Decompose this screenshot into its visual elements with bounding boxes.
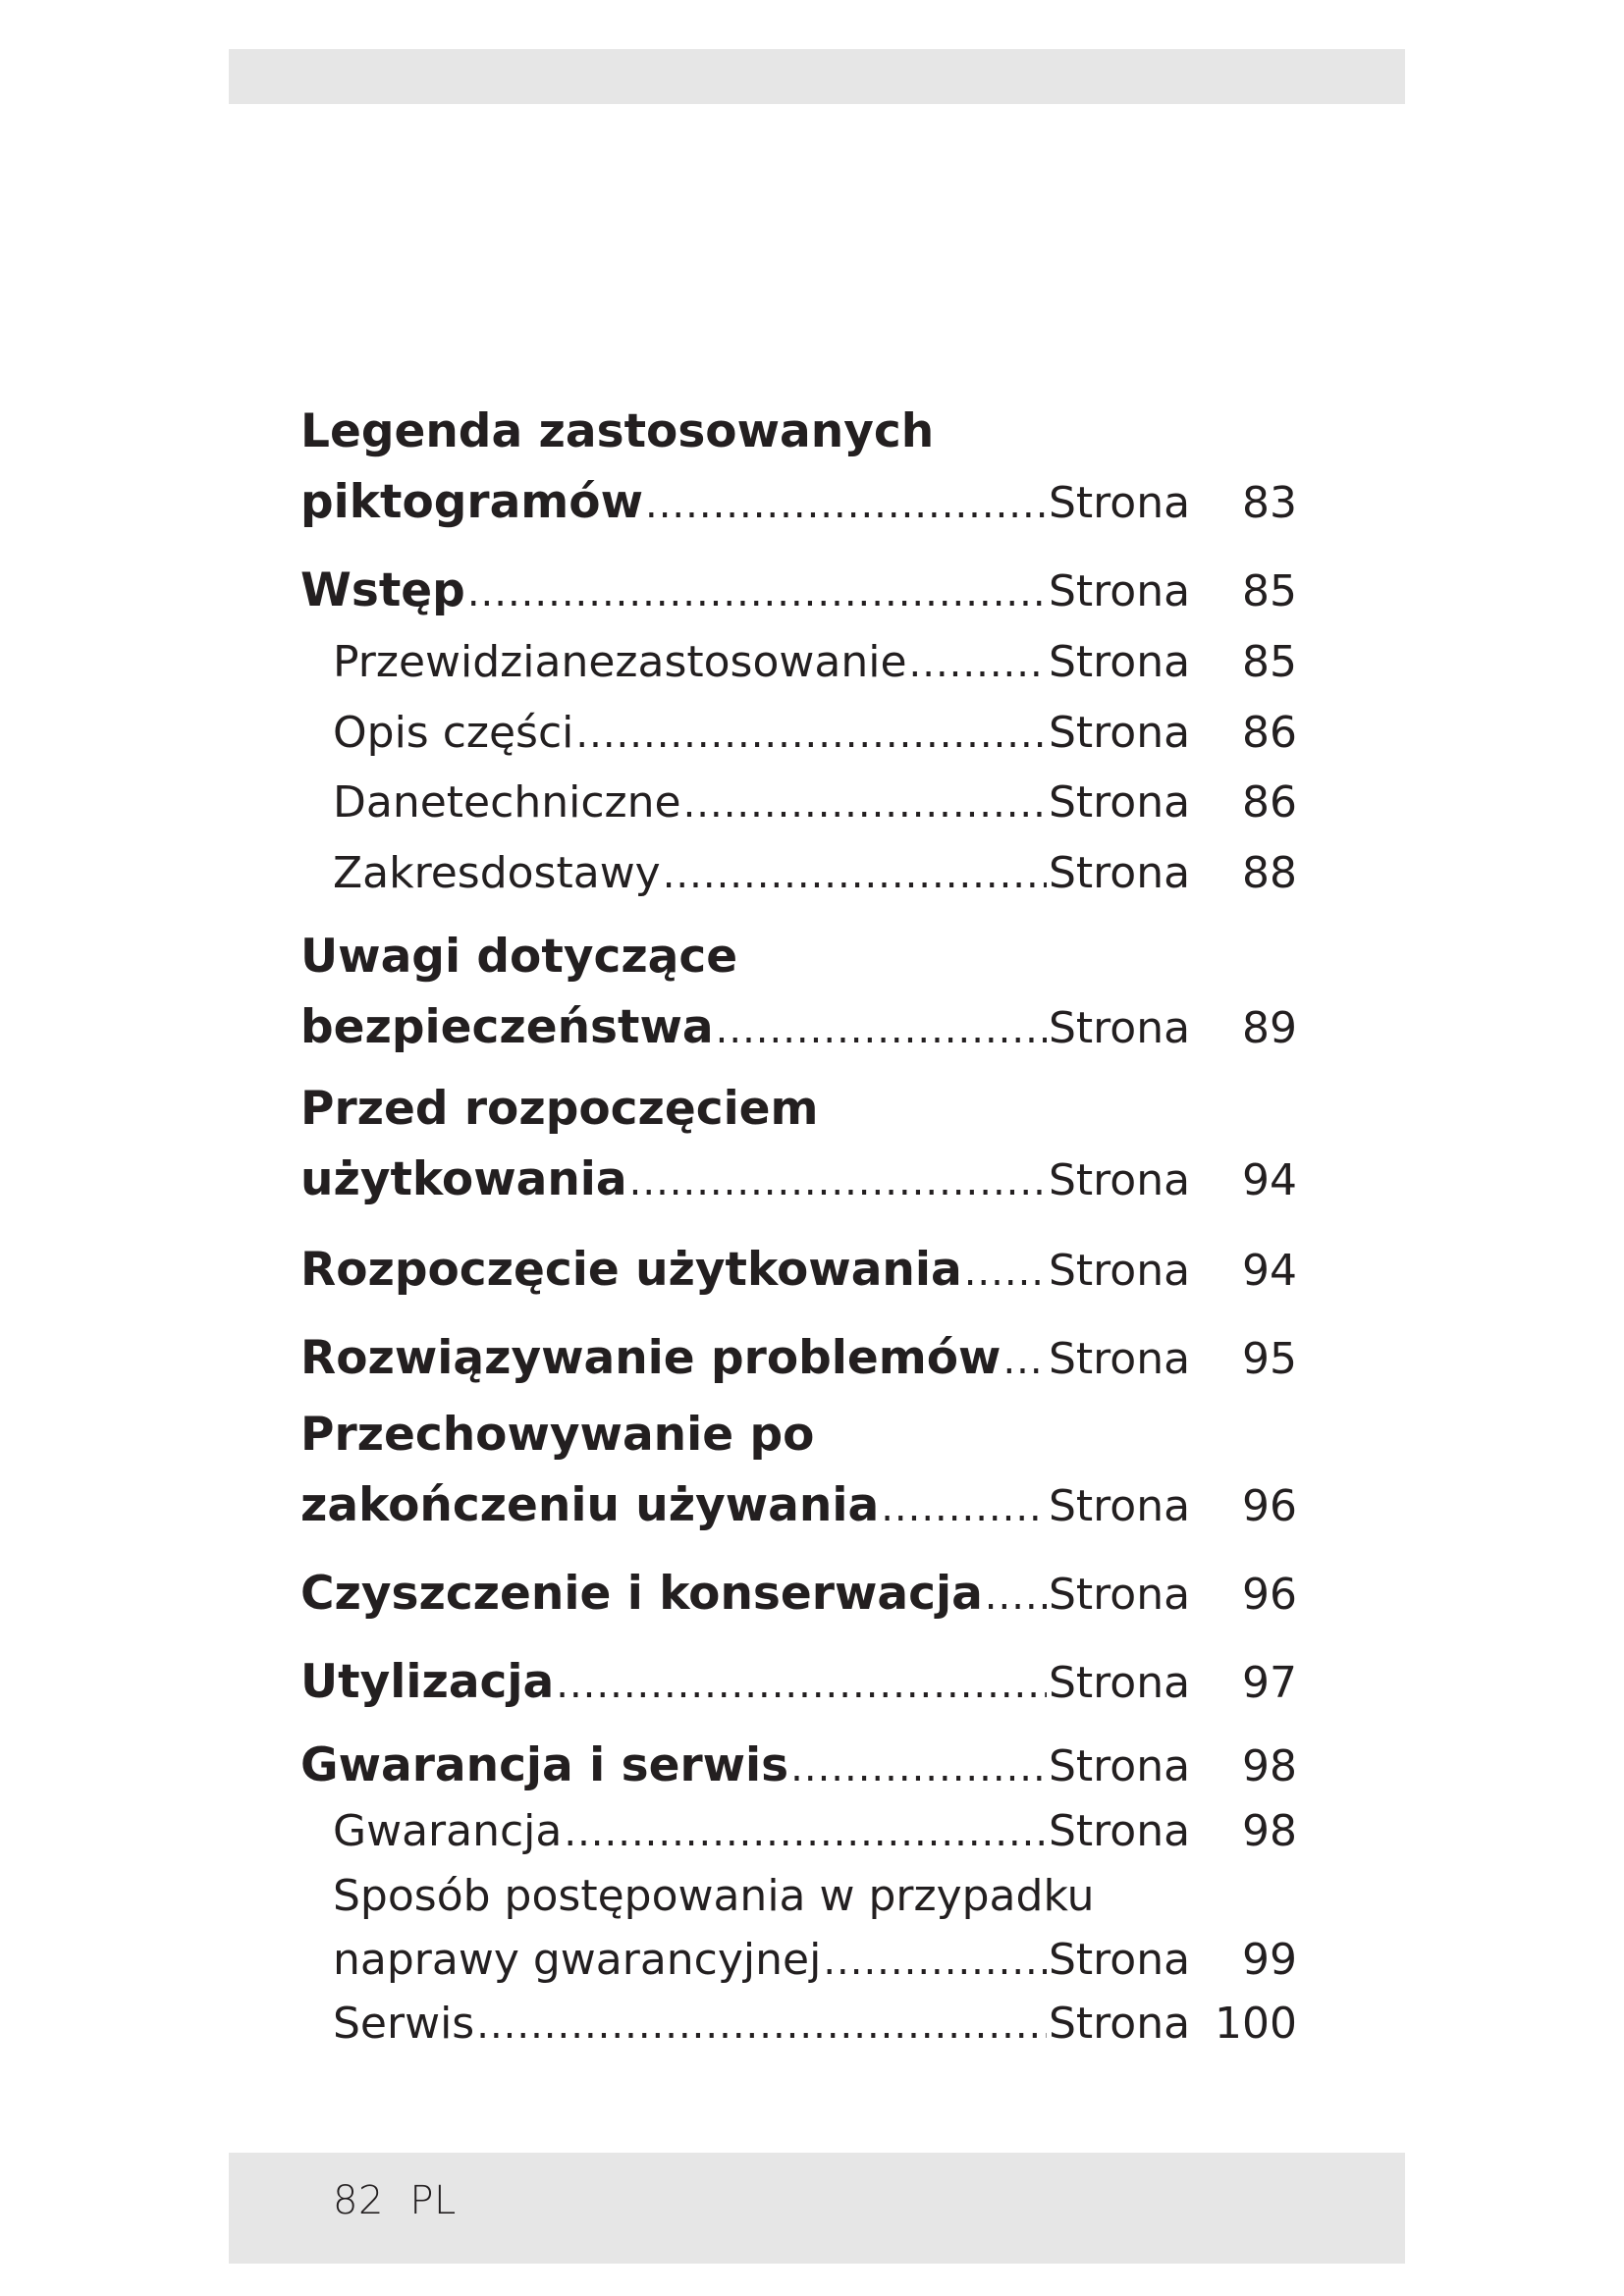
dot-leader (716, 1000, 1047, 1059)
dot-leader (467, 563, 1047, 622)
toc-entry-label: Strona (1049, 478, 1191, 528)
toc-entry-title: piktogramów (300, 475, 643, 529)
toc-entry-title: Zakresdostawy (333, 848, 661, 898)
toc-entry-title: Opis części (333, 708, 574, 758)
toc-entry-page: 99 (1242, 1935, 1297, 1985)
dot-leader (985, 1567, 1047, 1626)
dot-leader (1002, 1331, 1047, 1390)
toc-entry-title-line1: Uwagi dotyczące (300, 930, 738, 984)
dot-leader (909, 634, 1047, 693)
toc-entry-page: 89 (1242, 1003, 1297, 1053)
toc-entry-label: Strona (1049, 777, 1191, 828)
toc-entry-label: Strona (1049, 1334, 1191, 1384)
toc-subentry[interactable] (333, 774, 1297, 832)
toc-entry-label: Strona (1049, 708, 1191, 758)
toc-entry-page: 85 (1242, 637, 1297, 687)
dot-leader (964, 1243, 1047, 1302)
toc-entry-page: 95 (1242, 1334, 1297, 1384)
toc-entry-page: 98 (1242, 1741, 1297, 1791)
toc-entry-title: Czyszczenie i konserwacja (300, 1567, 983, 1621)
toc-entry-page: 83 (1242, 478, 1297, 528)
toc-entry-title-line1: Przed rozpoczęciem (300, 1082, 819, 1136)
toc-entry-title: Rozwiązywanie problemów (300, 1331, 1001, 1385)
toc-entry[interactable] (300, 561, 1297, 620)
footer-band (229, 2153, 1405, 2264)
toc-subentry[interactable] (333, 844, 1297, 903)
toc-subentry[interactable] (333, 704, 1297, 763)
toc-subentry[interactable] (333, 1802, 1297, 1861)
toc-entry-page: 98 (1242, 1806, 1297, 1856)
toc-entry-label: Strona (1049, 1806, 1191, 1856)
dot-leader (556, 1655, 1047, 1714)
toc-entry-title: Gwarancja i serwis (300, 1738, 789, 1792)
toc-entry-page: 100 (1215, 1999, 1297, 2049)
dot-leader (823, 1932, 1047, 1991)
dot-leader (476, 1996, 1047, 2055)
toc-entry-page: 86 (1242, 708, 1297, 758)
toc-entry-label: Strona (1049, 848, 1191, 898)
toc-entry[interactable] (300, 1329, 1297, 1388)
toc-subentry[interactable] (333, 1995, 1297, 2054)
header-band (229, 49, 1405, 104)
dot-leader (663, 845, 1047, 904)
toc-entry-label: Strona (1049, 1999, 1191, 2049)
toc-entry-title: Utylizacja (300, 1655, 555, 1709)
dot-leader (575, 705, 1047, 764)
toc-entry-title: naprawy gwarancyjnej (333, 1935, 822, 1985)
toc-entry[interactable] (300, 1653, 1297, 1712)
toc-entry-page: 96 (1242, 1481, 1297, 1531)
dot-leader (683, 774, 1047, 833)
toc-entry-label: Strona (1049, 1155, 1191, 1205)
footer-page-info (333, 2178, 457, 2223)
toc-entry[interactable] (300, 1736, 1297, 1795)
dot-leader (645, 475, 1047, 534)
toc-entry-label: Strona (1049, 1003, 1191, 1053)
toc-entry[interactable] (300, 998, 1297, 1057)
toc-entry-title: Rozpoczęcie użytkowania (300, 1243, 962, 1297)
toc-entry-label: Strona (1049, 1935, 1191, 1985)
toc-entry-page: 86 (1242, 777, 1297, 828)
toc-entry[interactable] (300, 1150, 1297, 1209)
toc-entry-title: Przewidzianezastosowanie (333, 637, 907, 687)
dot-leader (790, 1738, 1047, 1797)
toc-entry-title: Wstęp (300, 563, 465, 617)
toc-entry[interactable] (300, 1241, 1297, 1300)
toc-entry-title-line1: Przechowywanie po (300, 1408, 815, 1462)
toc-entry-label: Strona (1049, 1741, 1191, 1791)
toc-entry-title-line1: Sposób postępowania w przypadku (333, 1871, 1095, 1921)
toc-entry-label: Strona (1049, 1481, 1191, 1531)
toc-entry-page: 94 (1242, 1155, 1297, 1205)
dot-leader (881, 1478, 1047, 1537)
toc-entry[interactable] (300, 1476, 1297, 1535)
toc-entry[interactable] (300, 1565, 1297, 1624)
toc-entry-label: Strona (1049, 1658, 1191, 1708)
footer-page-number: 82 (333, 2178, 384, 2223)
toc-entry-page: 85 (1242, 566, 1297, 616)
toc-entry-page: 94 (1242, 1246, 1297, 1296)
toc-subentry[interactable] (333, 633, 1297, 692)
toc-entry-label: Strona (1049, 1570, 1191, 1620)
toc-entry[interactable] (300, 473, 1297, 532)
toc-entry-title: Serwis (333, 1999, 475, 2049)
toc-subentry[interactable] (333, 1931, 1297, 1990)
toc-entry-title: Danetechniczne (333, 777, 681, 828)
toc-entry-page: 97 (1242, 1658, 1297, 1708)
toc-entry-title: bezpieczeństwa (300, 1000, 714, 1054)
toc-entry-title: użytkowania (300, 1152, 627, 1206)
dot-leader (629, 1152, 1047, 1211)
toc-entry-title: zakończeniu używania (300, 1478, 880, 1532)
toc-entry-label: Strona (1049, 566, 1191, 616)
toc-entry-page: 88 (1242, 848, 1297, 898)
toc-entry-title-line1: Legenda zastosowanych (300, 404, 935, 458)
footer-language: PL (409, 2178, 457, 2223)
toc-entry-page: 96 (1242, 1570, 1297, 1620)
toc-entry-label: Strona (1049, 1246, 1191, 1296)
toc-entry-title: Gwarancja (333, 1806, 563, 1856)
dot-leader (564, 1803, 1047, 1862)
toc-entry-label: Strona (1049, 637, 1191, 687)
